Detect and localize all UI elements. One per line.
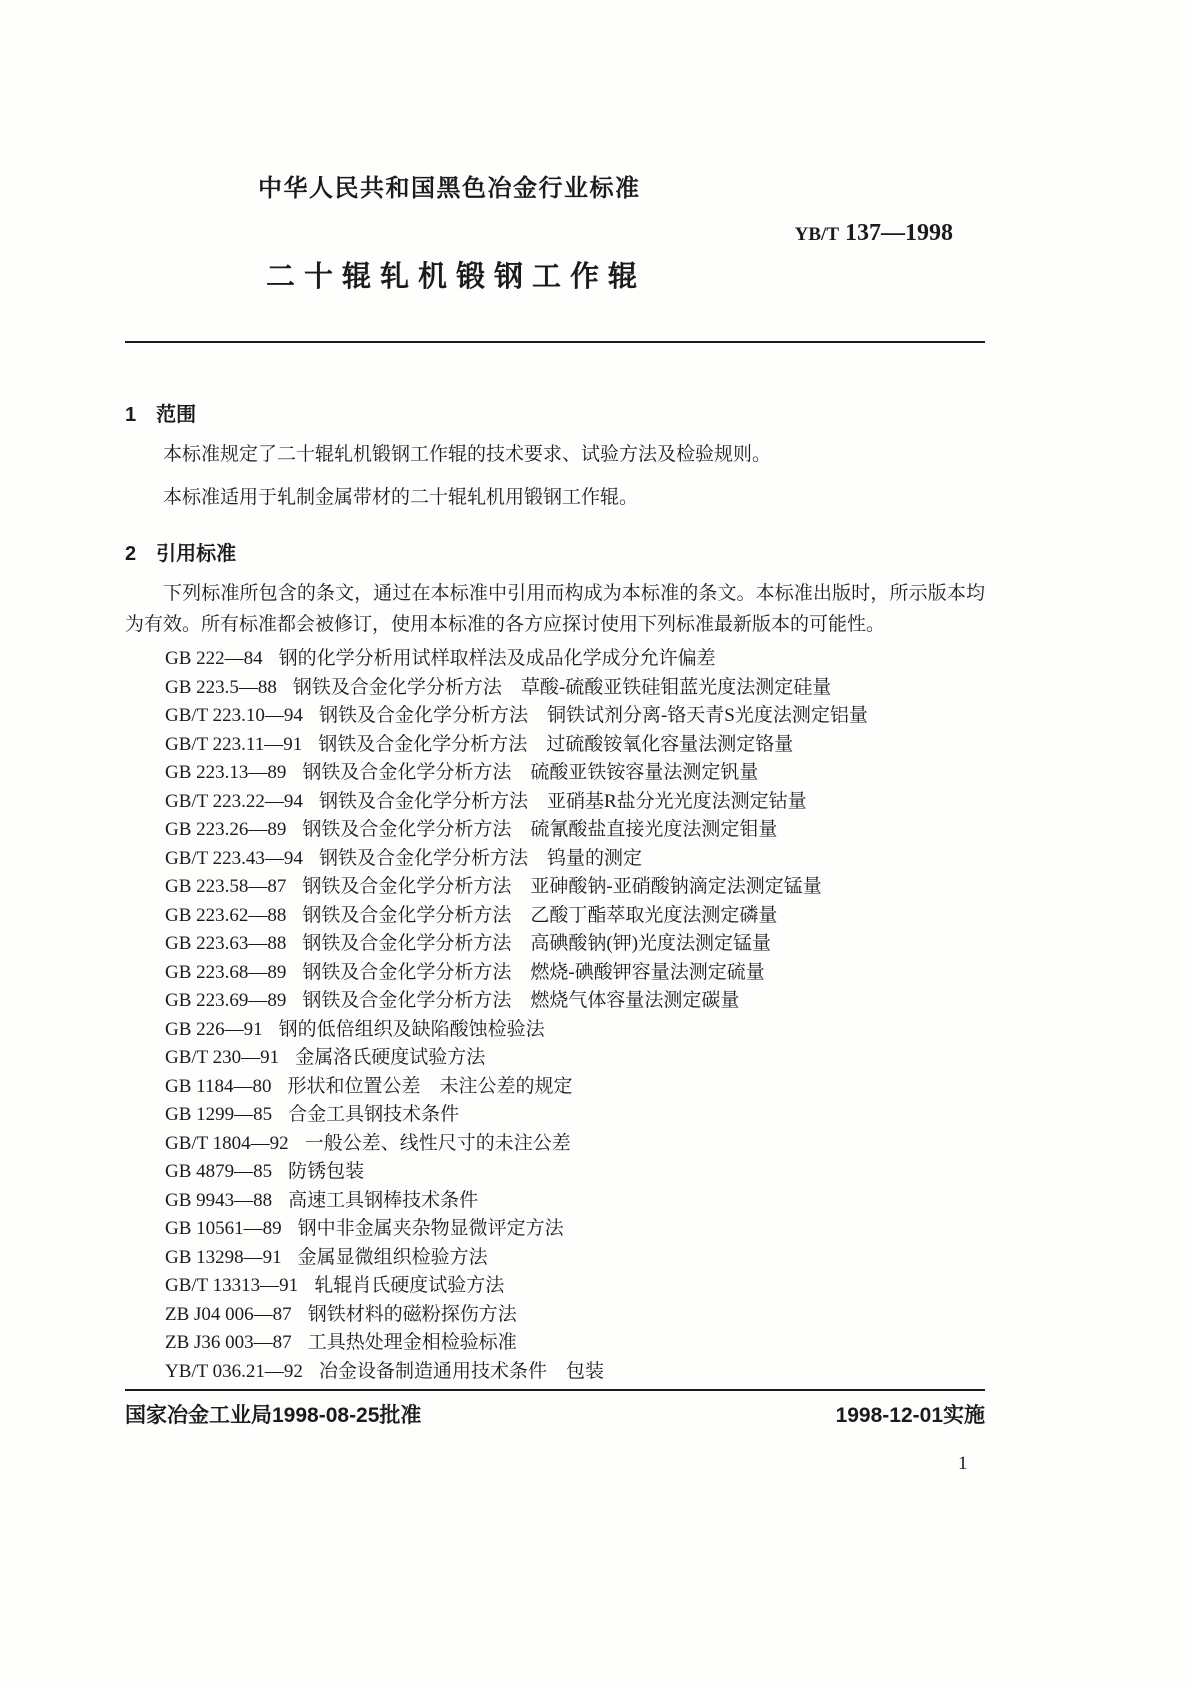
reference-item — [165, 674, 985, 703]
reference-item — [165, 1073, 985, 1102]
document-footer — [125, 1399, 985, 1429]
reference-item — [165, 788, 985, 817]
reference-title: 钢中非金属夹杂物显微评定方法 — [297, 1218, 564, 1239]
standard-number-prefix: YB/T — [794, 224, 839, 245]
reference-code: GB 13298—91 — [165, 1246, 282, 1268]
reference-item — [165, 1244, 985, 1273]
reference-code: GB 226—91 — [165, 1018, 263, 1040]
reference-title: 钢铁及合金化学分析方法 过硫酸铵氧化容量法测定铬量 — [318, 733, 794, 755]
reference-code: GB 223.58—87 — [165, 876, 287, 897]
implementation-note: 1998-12-01实施 — [835, 1404, 985, 1427]
reference-item — [165, 1016, 985, 1045]
reference-title: 钢铁及合金化学分析方法 乙酸丁酯萃取光度法测定磷量 — [302, 904, 778, 926]
reference-code: GB/T 1804—92 — [165, 1132, 289, 1154]
approval-note: 国家冶金工业局1998-08-25批准 — [125, 1404, 422, 1427]
reference-title: 钢铁及合金化学分析方法 亚砷酸钠-亚硝酸钠滴定法测定锰量 — [302, 876, 822, 897]
reference-code: GB 10561—89 — [165, 1218, 282, 1239]
reference-item — [165, 1044, 985, 1073]
reference-code: GB 1184—80 — [165, 1075, 272, 1097]
reference-item — [165, 902, 985, 931]
reference-title: 钢铁材料的磁粉探伤方法 — [307, 1303, 517, 1325]
document-title: 二十辊轧机锻钢工作辊 — [266, 261, 647, 293]
reference-title: 金属洛氏硬度试验方法 — [295, 1047, 486, 1068]
reference-title: 冶金设备制造通用技术条件 包装 — [318, 1360, 604, 1382]
reference-item — [165, 1187, 985, 1216]
reference-code: GB 223.13—89 — [165, 762, 287, 783]
reference-item — [165, 930, 985, 959]
standard-number-value: 137—1998 — [845, 220, 953, 246]
document-body — [125, 398, 985, 1386]
reference-item — [165, 1158, 985, 1187]
reference-title: 形状和位置公差 未注公差的规定 — [287, 1075, 573, 1097]
reference-code: GB 223.63—88 — [165, 933, 287, 954]
reference-item — [165, 731, 985, 760]
reference-code: GB 1299—85 — [165, 1104, 273, 1125]
reference-title: 钢的化学分析用试样取样法及成品化学成分允许偏差 — [278, 648, 716, 669]
scope-paragraph-2: 本标准适用于轧制金属带材的二十辊轧机用锻钢工作辊。 — [163, 487, 639, 508]
reference-code: GB 222—84 — [165, 648, 263, 669]
reference-item — [165, 1130, 985, 1159]
reference-item — [165, 1358, 985, 1387]
reference-item — [165, 959, 985, 988]
reference-title: 钢铁及合金化学分析方法 硫酸亚铁铵容量法测定钒量 — [302, 762, 759, 783]
reference-code: GB/T 223.11—91 — [165, 733, 303, 755]
title-divider — [125, 341, 985, 343]
reference-code: GB/T 13313—91 — [165, 1275, 299, 1296]
reference-title: 高速工具钢棒技术条件 — [288, 1189, 479, 1211]
reference-title: 钢铁及合金化学分析方法 燃烧气体容量法测定碳量 — [302, 990, 740, 1011]
references-intro-paragraph: 下列标准所包含的条文，通过在本标准中引用而构成为本标准的条文。本标准出版时，所示版本均为有效。所有标准都会被修订，使用本标准的各方应探讨使用下列标准最新版本的可能性。 — [125, 583, 985, 635]
standard-number — [795, 220, 953, 247]
reference-title: 钢铁及合金化学分析方法 草酸-硫酸亚铁硅钼蓝光度法测定硅量 — [292, 676, 832, 698]
page-number: 1 — [958, 1453, 968, 1474]
reference-list — [125, 645, 985, 1386]
section-2-heading: 2 引用标准 — [125, 543, 237, 565]
reference-title: 钢铁及合金化学分析方法 燃烧-碘酸钾容量法测定硫量 — [302, 961, 765, 983]
reference-code: ZB J04 006—87 — [165, 1303, 292, 1325]
reference-title: 工具热处理金相检验标准 — [307, 1332, 517, 1353]
reference-title: 防锈包装 — [288, 1161, 365, 1182]
reference-code: YB/T 036.21—92 — [165, 1360, 303, 1382]
footer-divider — [125, 1389, 985, 1391]
reference-code: GB 223.62—88 — [165, 904, 287, 926]
reference-code: GB/T 223.43—94 — [165, 847, 303, 869]
reference-code: GB/T 223.22—94 — [165, 790, 303, 812]
reference-title: 轧辊肖氏硬度试验方法 — [314, 1275, 505, 1296]
reference-item — [165, 1272, 985, 1301]
reference-code: GB 223.68—89 — [165, 961, 287, 983]
reference-title: 一般公差、线性尺寸的未注公差 — [304, 1132, 571, 1154]
reference-code: GB/T 230—91 — [165, 1047, 280, 1068]
reference-code: GB 223.26—89 — [165, 819, 287, 840]
reference-title: 钢铁及合金化学分析方法 硫氰酸盐直接光度法测定钼量 — [302, 819, 778, 840]
reference-title: 钢铁及合金化学分析方法 铜铁试剂分离-铬天青S光度法测定铝量 — [318, 705, 868, 726]
reference-item — [165, 645, 985, 674]
reference-item — [165, 845, 985, 874]
reference-title: 金属显微组织检验方法 — [297, 1246, 488, 1268]
reference-item — [165, 759, 985, 788]
reference-code: GB 9943—88 — [165, 1189, 273, 1211]
scope-paragraph-1: 本标准规定了二十辊轧机锻钢工作辊的技术要求、试验方法及检验规则。 — [163, 444, 772, 465]
reference-item — [165, 1301, 985, 1330]
reference-title: 钢铁及合金化学分析方法 钨量的测定 — [318, 847, 642, 869]
reference-item — [165, 1101, 985, 1130]
reference-title: 钢的低倍组织及缺陷酸蚀检验法 — [278, 1018, 545, 1040]
reference-title: 钢铁及合金化学分析方法 亚硝基R盐分光光度法测定钴量 — [318, 790, 807, 812]
reference-item — [165, 1329, 985, 1358]
reference-code: GB 223.69—89 — [165, 990, 287, 1011]
reference-item — [165, 702, 985, 731]
standard-category-heading: 中华人民共和国黑色冶金行业标准 — [258, 175, 641, 202]
reference-item — [165, 1215, 985, 1244]
reference-code: ZB J36 003—87 — [165, 1332, 292, 1353]
reference-item — [165, 873, 985, 902]
reference-title: 钢铁及合金化学分析方法 高碘酸钠(钾)光度法测定锰量 — [302, 933, 772, 954]
reference-item — [165, 987, 985, 1016]
reference-title: 合金工具钢技术条件 — [288, 1104, 460, 1125]
reference-code: GB/T 223.10—94 — [165, 705, 303, 726]
section-1-heading: 1 范围 — [125, 404, 197, 426]
reference-code: GB 223.5—88 — [165, 676, 277, 698]
reference-item — [165, 816, 985, 845]
reference-code: GB 4879—85 — [165, 1161, 273, 1182]
